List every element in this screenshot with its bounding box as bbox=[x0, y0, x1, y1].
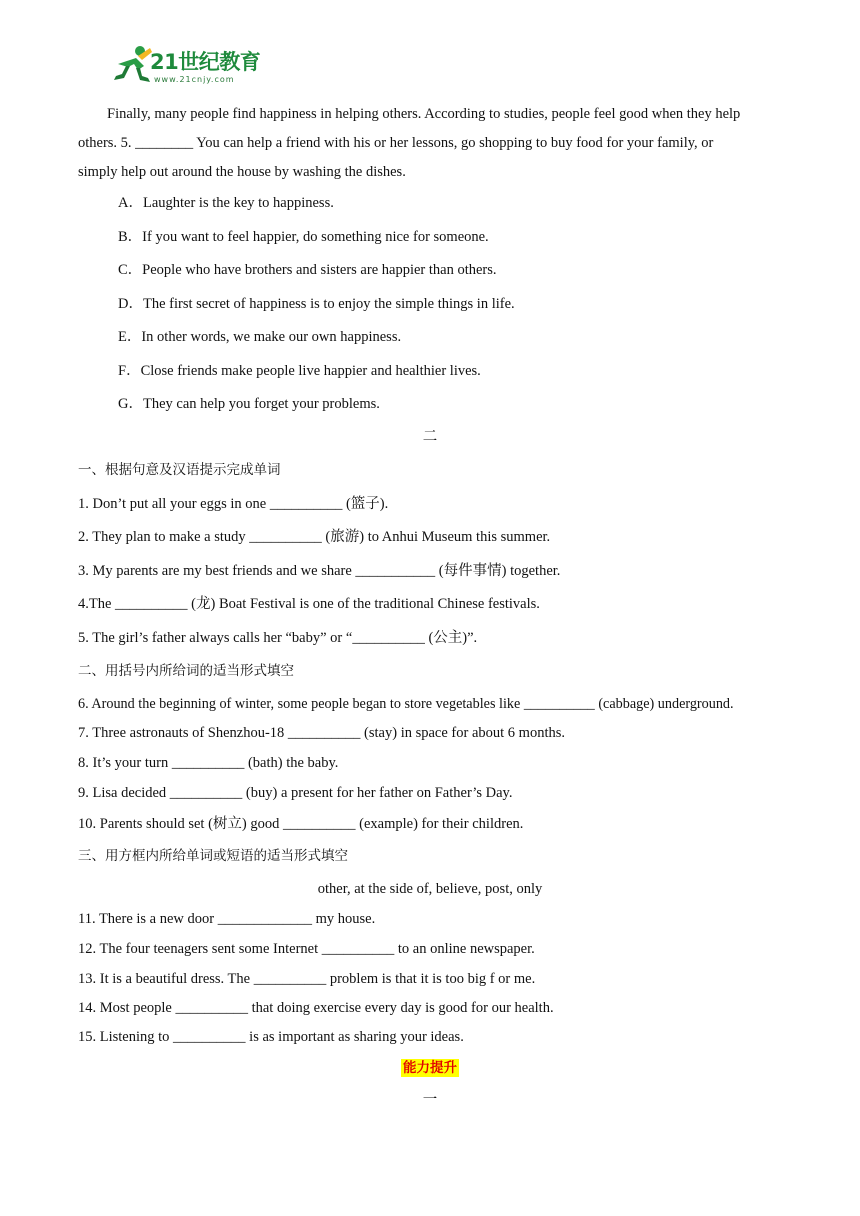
option-c: C．People who have brothers and sisters are happier than others. bbox=[118, 262, 497, 278]
question-2: 2. They plan to make a study __________ (旅游) to Anhui Museum this summer. bbox=[78, 529, 551, 545]
option-e: E．In other words, we make our own happiness. bbox=[118, 329, 402, 345]
section-2-title: 二、用括号内所给词的适当形式填空 bbox=[78, 663, 294, 679]
site-logo bbox=[110, 44, 280, 90]
question-15: 15. Listening to __________ is as important as sharing your ideas. bbox=[78, 1029, 464, 1045]
section-1-title: 一、根据句意及汉语提示完成单词 bbox=[78, 462, 281, 478]
question-1: 1. Don’t put all your eggs in one __________ (篮子). bbox=[78, 496, 389, 512]
question-5: 5. The girl’s father always calls her “baby” or “__________ (公主)”. bbox=[78, 630, 478, 646]
option-b: B．If you want to feel happier, do something nice for someone. bbox=[118, 229, 489, 245]
ability-heading-row bbox=[0, 1059, 860, 1077]
question-8: 8. It’s your turn __________ (bath) the baby. bbox=[78, 755, 339, 771]
logo-brand-text: 21世纪教育 bbox=[150, 50, 261, 74]
word-box: other, at the side of, believe, post, only bbox=[317, 881, 543, 897]
logo-url-text: www.21cnjy.com bbox=[154, 75, 235, 84]
part-one-heading: 一 bbox=[422, 1092, 438, 1108]
question-14: 14. Most people __________ that doing exercise every day is good for our health. bbox=[78, 1000, 554, 1016]
question-13: 13. It is a beautiful dress. The __________ problem is that it is too big f or me. bbox=[78, 971, 536, 987]
option-a: A．Laughter is the key to happiness. bbox=[118, 195, 334, 211]
passage-line-2: others. 5. ________ You can help a friend with his or her lessons, go shopping to buy food for your family, or bbox=[78, 135, 714, 151]
question-6: 6. Around the beginning of winter, some people began to store vegetables like __________ (cabbage) underground. bbox=[78, 696, 734, 712]
question-4: 4.The __________ (龙) Boat Festival is one of the traditional Chinese festivals. bbox=[78, 596, 540, 612]
option-g: G．They can help you forget your problems. bbox=[118, 396, 380, 412]
question-11: 11. There is a new door _____________ my house. bbox=[78, 911, 376, 927]
option-f: F．Close friends make people live happier and healthier lives. bbox=[118, 363, 481, 379]
question-10: 10. Parents should set (树立) good __________ (example) for their children. bbox=[78, 816, 524, 832]
question-9: 9. Lisa decided __________ (buy) a present for her father on Father’s Day. bbox=[78, 785, 513, 801]
question-3: 3. My parents are my best friends and we share ___________ (每件事情) together. bbox=[78, 563, 561, 579]
part-two-heading: 二 bbox=[422, 429, 438, 445]
section-3-title: 三、用方框内所给单词或短语的适当形式填空 bbox=[78, 848, 348, 864]
question-12: 12. The four teenagers sent some Internet __________ to an online newspaper. bbox=[78, 941, 535, 957]
question-7: 7. Three astronauts of Shenzhou-18 __________ (stay) in space for about 6 months. bbox=[78, 725, 565, 741]
runner-logo-icon bbox=[110, 44, 154, 88]
passage-line-3: simply help out around the house by washing the dishes. bbox=[78, 164, 406, 180]
option-d: D．The first secret of happiness is to enjoy the simple things in life. bbox=[118, 296, 515, 312]
ability-heading: 能力提升 bbox=[403, 1060, 457, 1076]
passage-line-1: Finally, many people find happiness in helping others. According to studies, people feel good when they help bbox=[107, 106, 741, 122]
